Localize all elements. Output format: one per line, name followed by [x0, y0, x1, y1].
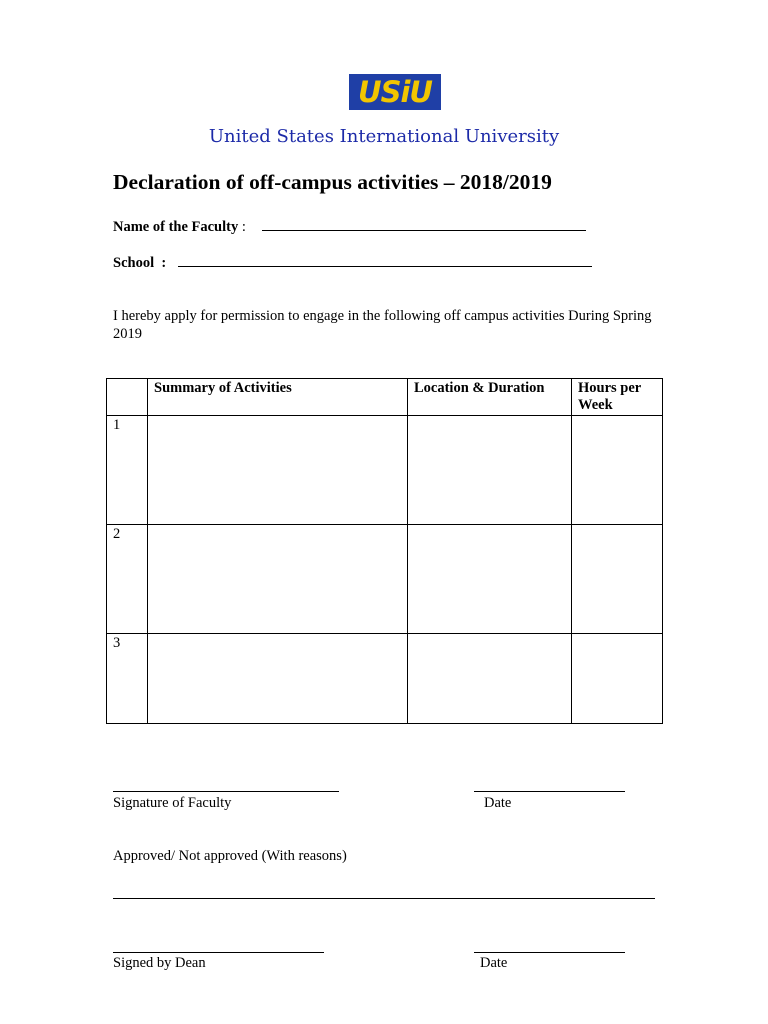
dean-signature-label: Signed by Dean [113, 955, 206, 971]
row-location-cell[interactable] [408, 634, 572, 724]
row-location-cell[interactable] [408, 416, 572, 525]
row-number: 2 [107, 525, 148, 634]
row-summary-cell[interactable] [148, 416, 408, 525]
university-name: United States International University [208, 126, 560, 147]
faculty-date-label: Date [484, 795, 512, 811]
table-row [107, 634, 663, 724]
faculty-name-field [113, 217, 586, 236]
header-location: Location & Duration [408, 379, 572, 416]
faculty-name-label: Name of the Faculty [113, 219, 239, 235]
school-line[interactable] [178, 253, 592, 267]
row-hours-cell[interactable] [572, 416, 663, 525]
table-row [107, 525, 663, 634]
row-number: 3 [107, 634, 148, 724]
approval-label: Approved/ Not approved (With reasons) [113, 848, 347, 864]
row-summary-cell[interactable] [148, 525, 408, 634]
faculty-date-line[interactable] [474, 791, 625, 792]
header-hours: Hours per Week [572, 379, 663, 416]
faculty-name-line[interactable] [262, 217, 586, 231]
header-number [107, 379, 148, 416]
row-location-cell[interactable] [408, 525, 572, 634]
faculty-signature-line[interactable] [113, 791, 339, 792]
usiu-logo [349, 74, 441, 110]
dean-signature-line[interactable] [113, 952, 324, 953]
faculty-signature-label: Signature of Faculty [113, 795, 232, 811]
application-statement: I hereby apply for permission to engage in the following off campus activities During Spring 2019 [113, 308, 652, 342]
row-hours-cell[interactable] [572, 525, 663, 634]
faculty-name-separator: : [241, 219, 246, 235]
school-label: School [113, 255, 155, 271]
document-title: Declaration of off-campus activities – 2018/2019 [113, 170, 552, 194]
table-header-row [107, 379, 663, 416]
approval-reasons-line[interactable] [113, 898, 655, 899]
row-summary-cell[interactable] [148, 634, 408, 724]
header-summary: Summary of Activities [148, 379, 408, 416]
dean-date-label: Date [480, 955, 508, 971]
row-hours-cell[interactable] [572, 634, 663, 724]
row-number: 1 [107, 416, 148, 525]
school-separator: : [161, 255, 167, 271]
school-field [113, 253, 592, 272]
logo-text: USiU [358, 74, 432, 109]
table-row [107, 416, 663, 525]
activities-table [106, 378, 663, 724]
dean-date-line[interactable] [474, 952, 625, 953]
